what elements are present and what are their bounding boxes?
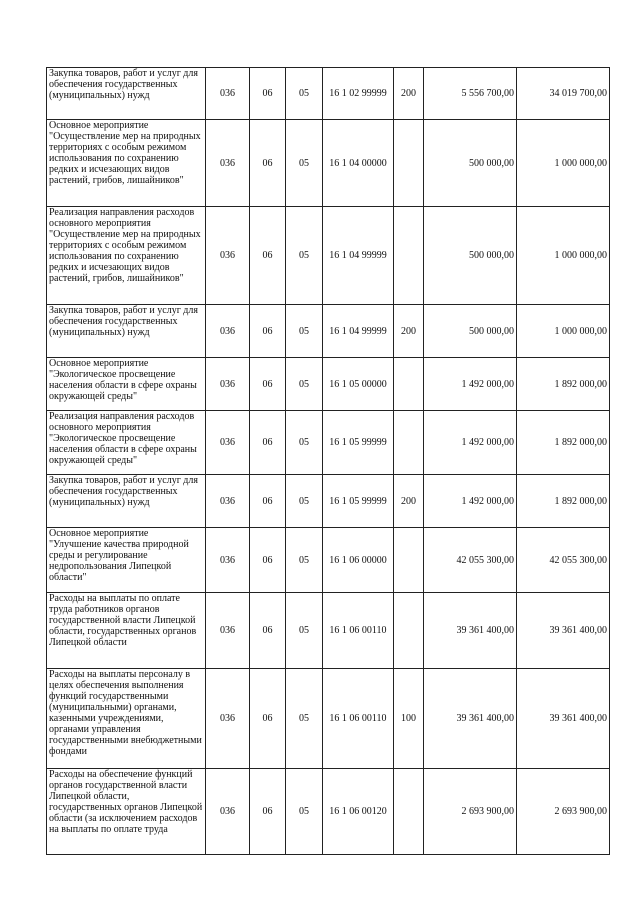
table-row	[47, 411, 610, 475]
ministry-code-cell: 036	[206, 207, 250, 305]
amount-year2-cell: 39 361 400,00	[517, 593, 610, 669]
target-article-cell: 16 1 05 99999	[323, 411, 394, 475]
expense-name-cell: Расходы на выплаты по оплате труда работников органов государственной власти Липецкой области, государственных органов Липецкой области	[47, 593, 206, 669]
expense-type-cell	[394, 528, 424, 593]
table-row	[47, 68, 610, 120]
amount-year2-cell: 34 019 700,00	[517, 68, 610, 120]
ministry-code-cell: 036	[206, 769, 250, 855]
subsection-code-cell: 05	[286, 669, 323, 769]
table-row	[47, 769, 610, 855]
amount-year2-cell: 2 693 900,00	[517, 769, 610, 855]
subsection-code-cell: 05	[286, 358, 323, 411]
target-article-cell: 16 1 04 99999	[323, 305, 394, 358]
ministry-code-cell: 036	[206, 68, 250, 120]
amount-year2-cell: 1 000 000,00	[517, 207, 610, 305]
amount-year2-cell: 1 000 000,00	[517, 120, 610, 207]
expense-name-cell: Расходы на обеспечение функций органов государственной власти Липецкой области, государственных органов Липецкой области (за исключением расходов на выплаты по оплате труда	[47, 769, 206, 855]
target-article-cell: 16 1 05 00000	[323, 358, 394, 411]
expense-name-cell: Закупка товаров, работ и услуг для обеспечения государственных (муниципальных) нужд	[47, 475, 206, 528]
section-code-cell: 06	[250, 411, 286, 475]
table-body	[47, 68, 610, 855]
target-article-cell: 16 1 06 00000	[323, 528, 394, 593]
table-row	[47, 120, 610, 207]
expense-name-cell: Расходы на выплаты персоналу в целях обеспечения выполнения функций государственными (муниципальными) органами, казенными учреждениями, органами управления государственными внебюджетными фондами	[47, 669, 206, 769]
expense-type-cell: 200	[394, 475, 424, 528]
expense-name-cell: Основное мероприятие "Осуществление мер на природных территориях с особым режимом использования по сохранению редких и исчезающих видов растений, грибов, лишайников"	[47, 120, 206, 207]
expense-type-cell	[394, 411, 424, 475]
ministry-code-cell: 036	[206, 669, 250, 769]
expense-name-cell: Закупка товаров, работ и услуг для обеспечения государственных (муниципальных) нужд	[47, 68, 206, 120]
amount-year2-cell: 1 892 000,00	[517, 475, 610, 528]
subsection-code-cell: 05	[286, 475, 323, 528]
expense-type-cell	[394, 593, 424, 669]
subsection-code-cell: 05	[286, 411, 323, 475]
table-row	[47, 305, 610, 358]
section-code-cell: 06	[250, 358, 286, 411]
ministry-code-cell: 036	[206, 475, 250, 528]
section-code-cell: 06	[250, 120, 286, 207]
section-code-cell: 06	[250, 669, 286, 769]
amount-year2-cell: 1 892 000,00	[517, 358, 610, 411]
section-code-cell: 06	[250, 68, 286, 120]
subsection-code-cell: 05	[286, 68, 323, 120]
target-article-cell: 16 1 06 00120	[323, 769, 394, 855]
amount-year1-cell: 39 361 400,00	[424, 669, 517, 769]
amount-year1-cell: 1 492 000,00	[424, 411, 517, 475]
table-row	[47, 207, 610, 305]
ministry-code-cell: 036	[206, 120, 250, 207]
expense-type-cell: 100	[394, 669, 424, 769]
amount-year2-cell: 42 055 300,00	[517, 528, 610, 593]
amount-year1-cell: 42 055 300,00	[424, 528, 517, 593]
expense-type-cell	[394, 120, 424, 207]
amount-year1-cell: 1 492 000,00	[424, 475, 517, 528]
subsection-code-cell: 05	[286, 305, 323, 358]
table-row	[47, 475, 610, 528]
subsection-code-cell: 05	[286, 769, 323, 855]
subsection-code-cell: 05	[286, 120, 323, 207]
target-article-cell: 16 1 06 00110	[323, 593, 394, 669]
amount-year2-cell: 1 000 000,00	[517, 305, 610, 358]
expense-name-cell: Закупка товаров, работ и услуг для обеспечения государственных (муниципальных) нужд	[47, 305, 206, 358]
section-code-cell: 06	[250, 207, 286, 305]
section-code-cell: 06	[250, 593, 286, 669]
ministry-code-cell: 036	[206, 305, 250, 358]
target-article-cell: 16 1 05 99999	[323, 475, 394, 528]
amount-year1-cell: 500 000,00	[424, 207, 517, 305]
amount-year1-cell: 5 556 700,00	[424, 68, 517, 120]
ministry-code-cell: 036	[206, 528, 250, 593]
expense-name-cell: Основное мероприятие "Улучшение качества природной среды и регулирование недропользования Липецкой области"	[47, 528, 206, 593]
section-code-cell: 06	[250, 528, 286, 593]
ministry-code-cell: 036	[206, 593, 250, 669]
table-row	[47, 528, 610, 593]
expense-type-cell	[394, 207, 424, 305]
expense-name-cell: Реализация направления расходов основного мероприятия "Экологическое просвещение населения области в сфере охраны окружающей среды"	[47, 411, 206, 475]
ministry-code-cell: 036	[206, 358, 250, 411]
target-article-cell: 16 1 06 00110	[323, 669, 394, 769]
amount-year1-cell: 500 000,00	[424, 120, 517, 207]
amount-year2-cell: 39 361 400,00	[517, 669, 610, 769]
expense-type-cell: 200	[394, 68, 424, 120]
amount-year1-cell: 500 000,00	[424, 305, 517, 358]
target-article-cell: 16 1 02 99999	[323, 68, 394, 120]
section-code-cell: 06	[250, 305, 286, 358]
target-article-cell: 16 1 04 99999	[323, 207, 394, 305]
expense-name-cell: Реализация направления расходов основного мероприятия "Осуществление мер на природных территориях с особым режимом использования по сохранению редких и исчезающих видов растений, грибов, лишайников"	[47, 207, 206, 305]
amount-year2-cell: 1 892 000,00	[517, 411, 610, 475]
section-code-cell: 06	[250, 769, 286, 855]
subsection-code-cell: 05	[286, 528, 323, 593]
subsection-code-cell: 05	[286, 593, 323, 669]
amount-year1-cell: 39 361 400,00	[424, 593, 517, 669]
expense-type-cell	[394, 358, 424, 411]
expense-name-cell: Основное мероприятие "Экологическое просвещение населения области в сфере охраны окружающей среды"	[47, 358, 206, 411]
expense-type-cell: 200	[394, 305, 424, 358]
budget-table	[46, 67, 610, 855]
amount-year1-cell: 1 492 000,00	[424, 358, 517, 411]
target-article-cell: 16 1 04 00000	[323, 120, 394, 207]
subsection-code-cell: 05	[286, 207, 323, 305]
table-row	[47, 669, 610, 769]
expense-type-cell	[394, 769, 424, 855]
table-row	[47, 358, 610, 411]
amount-year1-cell: 2 693 900,00	[424, 769, 517, 855]
ministry-code-cell: 036	[206, 411, 250, 475]
table-row	[47, 593, 610, 669]
section-code-cell: 06	[250, 475, 286, 528]
